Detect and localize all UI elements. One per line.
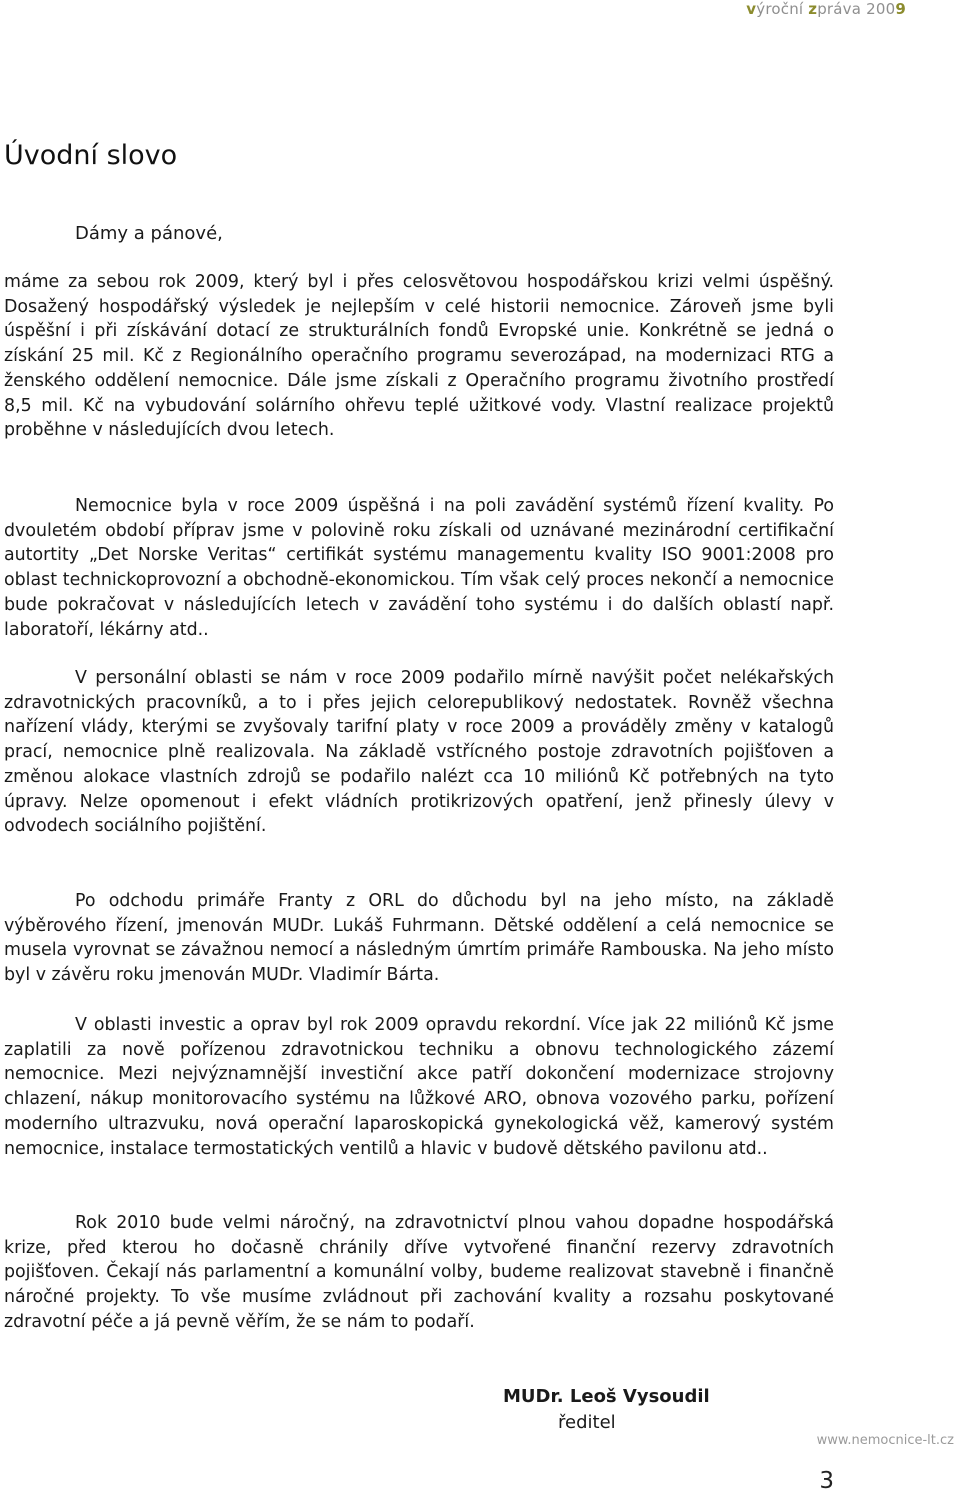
brand-letter-z: z [808,0,818,18]
page-title: Úvodní slovo [4,140,178,171]
paragraph-quality-management: Nemocnice byla v roce 2009 úspěšná i na poli zavádění systémů řízení kvality. Po dvouletém období příprav jsme v polovině roku získali od uznávané mezinárodní certifikační autortity „Det Norske Veritas“ certifikát systému managementu kvality ISO 9001:2008 pro oblast technickoprovozní a obchodně-ekonomickou. Tím však celý proces nekončí a nemocnice bude pokračovat v následujících letech v zavádění toho systému i do dalších oblastí např. laboratoří, lékárny atd.. [4,496,834,640]
paragraph-outlook-2010: Rok 2010 bude velmi náročný, na zdravotnictví plnou vahou dopadne hospodářská krize, před kterou ho dočasně chránily dříve vytvořené finanční rezervy zdravotních pojišťoven. Čekají nás parlamentní a komunální volby, budeme realizovat stavebně i finančně náročné projekty. To vše musíme zvládnout při zachování kvality a rozsahu poskytované zdravotní péče a já pevně věřím, že se nám to podaří. [4,1213,834,1332]
footer-website-link[interactable]: www.nemocnice-lt.cz [816,1433,954,1448]
report-header-brand [746,0,906,18]
paragraph-investments: V oblasti investic a oprav byl rok 2009 opravdu rekordní. Více jak 22 miliónů Kč jsme zaplatili za nově pořízenou zdravotnickou techniku a obnovu technologického zázemí nemocnice. Mezi nejvýznamnější investiční akce patří dokončení modernizace strojovny chlazení, nákup monitorovacího systému na lůžkové ARO, obnova vozového parku, pořízení moderního ultrazvuku, nová operační laparoskopická gynekologická věž, kamerový systém nemocnice, instalace termostatických ventilů a hlavic v budově dětského pavilonu atd.. [4,1015,834,1159]
paragraph-staff-changes: Po odchodu primáře Franty z ORL do důchodu byl na jeho místo, na základě výběrového řízení, jmenován MUDr. Lukáš Fuhrmann. Dětské oddělení a celá nemocnice se musela vyrovnat se závažnou nemocí a následným úmrtím primáře Rambouska. Na jeho místo byl v závěru roku jmenován MUDr. Vladimír Bárta. [4,891,834,986]
brand-year-end: 9 [895,0,906,18]
page-number: 3 [819,1468,834,1494]
signature-role: ředitel [558,1412,616,1433]
signature-name: MUDr. Leoš Vysoudil [503,1386,710,1407]
paragraph-personnel: V personální oblasti se nám v roce 2009 podařilo mírně navýšit počet nelékařských zdravotnických pracovníků, a to i přes jejich celorepublikový nedostatek. Rovněž všechna nařízení vlády, kterými se zvyšovaly tarifní platy v roce 2009 a prováděly změny v katalogů prací, nemocnice plně realizovala. Na základě vstřícného postoje zdravotních pojišťoven a změnou alokace vlastních zdrojů se podařilo nalézt cca 10 miliónů Kč potřebných na tyto úpravy. Nelze opomenout i efekt vládních protikrizových opatření, jenž přinesly úlevy v odvodech sociálního pojištění. [4,668,834,837]
brand-text-part2: práva 200 [817,0,896,18]
brand-text-part1: ýroční [756,0,809,18]
paragraph-financial-results: máme za sebou rok 2009, který byl i přes celosvětovou hospodářskou krizi velmi úspěšný. Dosažený hospodářský výsledek je nejlepším v celé historii nemocnice. Zároveň jsme byli úspěšní i při získávání dotací ze strukturálních fondů Evropské unie. Konkrétně se jedná o získání 25 mil. Kč z Regionálního operačního programu severozápad, na modernizaci RTG a ženského oddělení nemocnice. Dále jsme získali z Operačního programu životního prostředí 8,5 mil. Kč na vybudování solárního ohřevu teplé užitkové vody. Vlastní realizace projektů proběhne v následujících dvou letech. [4,272,834,441]
brand-letter-v: v [746,0,757,18]
greeting: Dámy a pánové, [75,223,223,244]
